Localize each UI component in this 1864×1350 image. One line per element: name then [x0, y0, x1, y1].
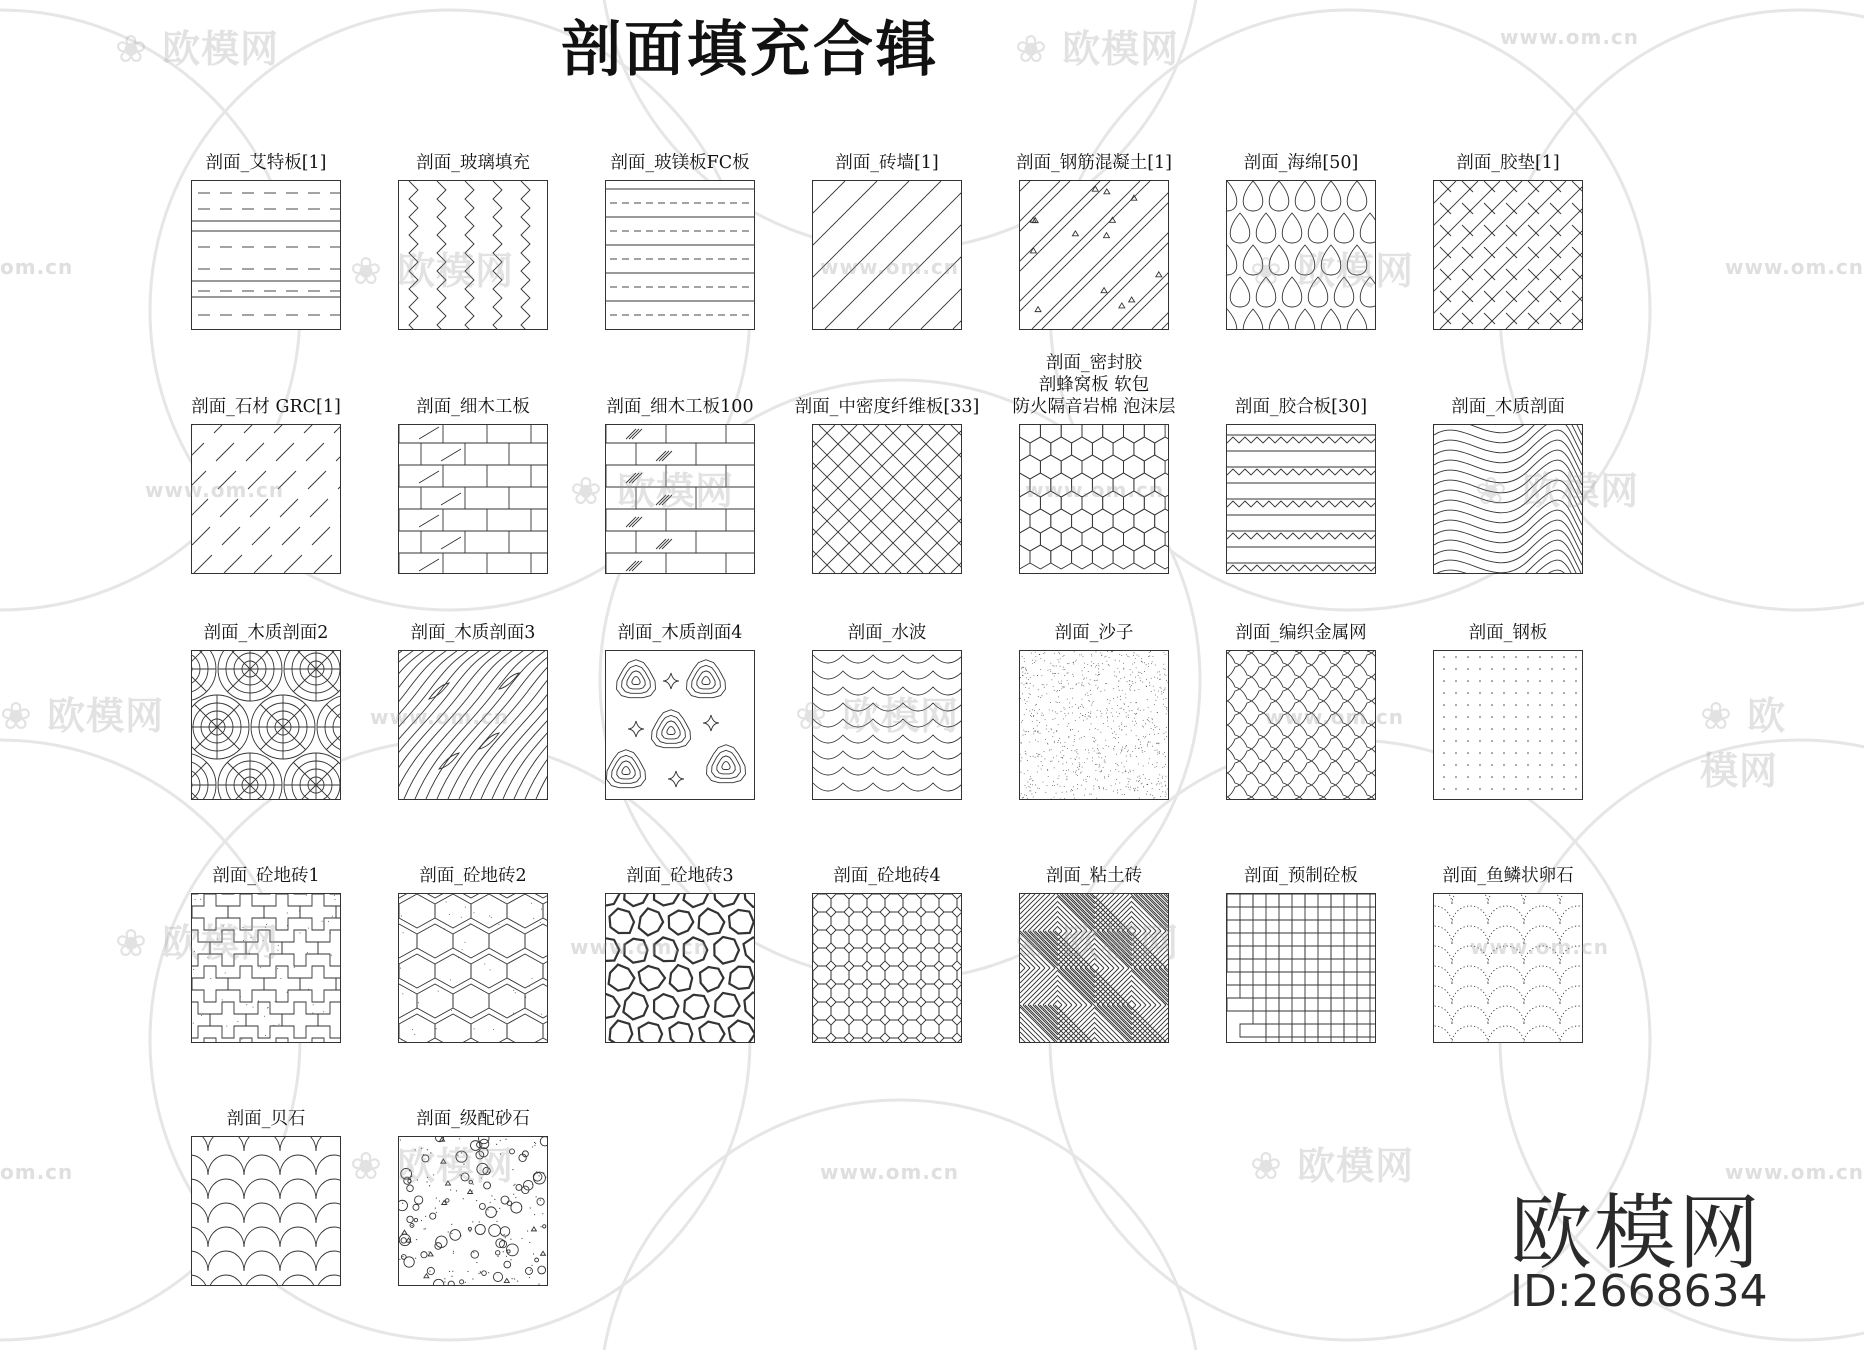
hatch-swatch-octagon-tiles [812, 893, 962, 1043]
hatch-label: 剖面_细木工板 [416, 397, 530, 417]
hatch-label: 剖面_编织金属网 [1235, 623, 1367, 643]
hatch-pattern-graphic [1227, 894, 1375, 1042]
hatch-label: 剖面_砼地砖1 [212, 866, 320, 886]
hatch-swatch-steel-dots [1433, 650, 1583, 800]
hatch-label: 剖面_胶合板[30] [1234, 397, 1368, 417]
hatch-swatch-wood-rings [191, 650, 341, 800]
watermark-url: www.om.cn [1470, 935, 1610, 959]
hatch-label: 剖面_石材 GRC[1] [191, 397, 341, 417]
watermark-url: www.om.cn [820, 255, 960, 279]
hatch-lines [1416, 886, 1632, 1044]
hatch-label: 剖面_砖墙[1] [835, 153, 939, 173]
hatch-swatch-crosshatch-offset [1433, 180, 1583, 330]
watermark-logo: ❀ 欧模网 [1250, 249, 1415, 293]
hatch-lines [363, 864, 597, 1078]
page-title: 剖面填充合辑 [561, 15, 939, 85]
hatch-pattern-graphic [813, 425, 961, 573]
hatch-lines [607, 660, 746, 788]
hatch-label: 剖面_海绵[50] [1243, 153, 1359, 173]
hatch-lines [606, 189, 754, 315]
hatch-label: 剖面_粘土砖 [1045, 866, 1143, 886]
hatch-swatch-fish-scale [191, 1136, 341, 1286]
hatch-pattern-graphic [1434, 181, 1582, 329]
hatch-pattern-graphic [192, 181, 340, 329]
hatch-label: 剖面_玻璃填充 [416, 153, 530, 173]
watermark-url: om.cn [0, 255, 74, 279]
hatch-label: 剖面_木质剖面 [1451, 397, 1565, 417]
watermark-url: www.om.cn [1025, 478, 1165, 502]
hatch-pattern-graphic [1020, 181, 1168, 329]
hatch-pattern-graphic [192, 651, 340, 799]
hatch-swatch-dashed-horizontal [605, 180, 755, 330]
hatch-pattern-graphic [1434, 894, 1582, 1042]
hatch-pattern-graphic [1227, 425, 1375, 573]
watermark-logo: ❀ 欧模网 [1475, 469, 1640, 513]
hatch-pattern-graphic [606, 651, 754, 799]
hatch-label: 剖面_砼地砖2 [419, 866, 527, 886]
hatch-label: 剖面_钢板 [1468, 623, 1548, 643]
hatch-label: 剖面_沙子 [1054, 623, 1134, 643]
hatch-swatch-concrete [1019, 180, 1169, 330]
hatch-label: 剖面_细木工板100 [606, 397, 754, 417]
hatch-pattern-graphic [192, 1137, 340, 1285]
watermark-logo: ❀ 欧模网 [115, 921, 280, 965]
hatch-swatch-flagstone [605, 893, 755, 1043]
hatch-swatch-dash-rows [191, 180, 341, 330]
hatch-label: 剖面_胶垫[1] [1456, 153, 1560, 173]
hatch-swatch-crosshatch [812, 424, 962, 574]
hatch-pattern-graphic [606, 894, 754, 1042]
hatch-label: 剖面_木质剖面2 [203, 623, 329, 643]
hatch-label: 剖面_级配砂石 [416, 1109, 530, 1129]
hatch-lines [813, 894, 975, 1056]
watermark-logo: ❀ 欧模网 [115, 27, 280, 71]
hatch-swatch-hex-tiles [398, 893, 548, 1043]
hatch-label: 剖面_贝石 [226, 1109, 306, 1129]
hatch-lines [152, 637, 381, 817]
hatch-lines [399, 421, 547, 575]
watermark-logo: ❀ 欧模网 [350, 249, 515, 293]
watermark-logo: ❀ 欧模网 [1015, 27, 1180, 71]
watermark-logo: ❀ 欧模网 [350, 1144, 515, 1188]
watermark-url: www.om.cn [1265, 705, 1405, 729]
hatch-swatch-fish-scale-dotted [1433, 893, 1583, 1043]
hatch-pattern-graphic [1434, 651, 1582, 799]
hatch-label: 剖面_水波 [847, 623, 927, 643]
hatch-label: 剖面_钢筋混凝土[1] [1015, 153, 1173, 173]
hatch-pattern-graphic [813, 894, 961, 1042]
watermark-url: www.om.cn [145, 478, 285, 502]
hatch-label: 剖面_砼地砖3 [626, 866, 734, 886]
hatch-label: 剖面_艾特板[1] [205, 153, 327, 173]
hatch-lines [192, 193, 342, 315]
hatch-swatch-wood-knots [605, 650, 755, 800]
model-id: ID:2668634 [1510, 1266, 1768, 1317]
watermark-url: www.om.cn [1500, 25, 1640, 49]
watermark-logo: ❀ 欧模网 [570, 469, 735, 513]
watermark-logo: ❀ 欧模网 [1700, 694, 1787, 793]
hatch-label: 剖面_预制砼板 [1244, 866, 1358, 886]
hatch-label: 剖面_木质剖面3 [410, 623, 536, 643]
hatch-pattern-graphic [399, 425, 547, 573]
hatch-swatch-sand [1019, 650, 1169, 800]
hatch-label: 剖面_砼地砖4 [833, 866, 941, 886]
hatch-pattern-graphic [1020, 651, 1168, 799]
hatch-swatch-blockboard [398, 424, 548, 574]
hatch-label: 剖面_木质剖面4 [617, 623, 743, 643]
watermark-logo: ❀ 欧模网 [1250, 1144, 1415, 1188]
hatch-swatch-plywood [1226, 424, 1376, 574]
watermark-logo: ❀ 欧模网 [0, 694, 165, 738]
watermark-url: www.om.cn [1725, 255, 1864, 279]
watermark-url: www.om.cn [820, 1160, 960, 1184]
hatch-lines [1227, 435, 1383, 571]
watermark-url: www.om.cn [370, 705, 510, 729]
watermark-url: www.om.cn [1725, 1160, 1864, 1184]
hatch-label: 剖面_鱼鳞状卵石 [1442, 866, 1574, 886]
hatch-label: 剖面_密封胶 剖蜂窝板 软包 防火隔音岩棉 泡沫层 [1012, 353, 1176, 417]
hatch-lines [1020, 651, 1169, 800]
watermark-logo: ❀ 欧模网 [795, 694, 960, 738]
brand-block [1510, 1168, 1780, 1338]
hatch-swatch-herringbone [1226, 893, 1376, 1043]
hatch-pattern-graphic [399, 894, 547, 1042]
hatch-lines [1443, 656, 1577, 790]
hatch-label: 剖面_中密度纤维板[33] [794, 397, 980, 417]
hatch-pattern-graphic [606, 181, 754, 329]
watermark-logo: ❀ 欧模网 [1015, 921, 1180, 965]
watermark-url: om.cn [0, 1160, 74, 1184]
hatch-label: 剖面_玻镁板FC板 [610, 153, 750, 173]
brand-logo-text: 欧模网 [1510, 1186, 1763, 1281]
watermark-url: www.om.cn [570, 935, 710, 959]
